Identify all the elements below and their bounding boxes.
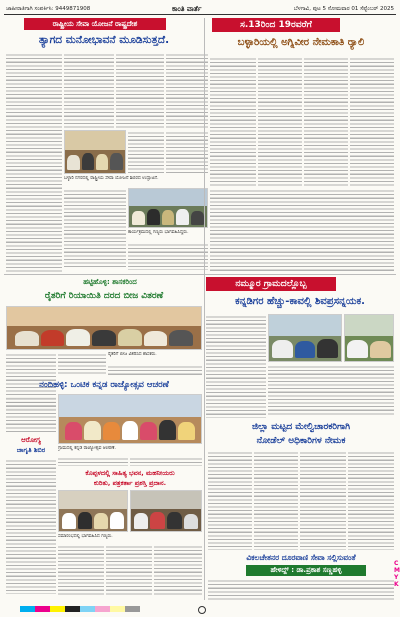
masthead-logo: ಕಾಂತಿ ವಾರ್ತೆ [172, 5, 202, 13]
article1-text-col5 [128, 130, 164, 174]
article5-text-col1 [6, 396, 56, 432]
masthead [4, 3, 396, 15]
article8-photo-2 [130, 490, 202, 532]
registration-mark [198, 606, 206, 614]
article1-photo [64, 130, 126, 174]
article1-text-col7 [64, 188, 126, 268]
article8-headline-1: ಕೊಪ್ಪಳದಲ್ಲಿ ಸಾಹಿತ್ಯ ಭವನ, ಮಹನೀಯರು [85, 469, 175, 477]
article8-text-col1 [58, 544, 104, 596]
article8-photo-1 [58, 490, 128, 532]
article4-text-col1 [206, 314, 266, 418]
article2-headline: ಬಳ್ಳಾರಿಯಲ್ಲಿ ಅಗ್ನಿವೀರ ನೇಮಕಾತಿ ರ್‍ಯಾಲಿ [237, 37, 365, 48]
article2-banner: ಸ.13ರಿಂದ 19ರವರೆಗೆ [212, 18, 340, 32]
article3-kicker: ಹಟ್ಟಿಹೊಳ್ಳಿ: ಶಾಸಕರಿಂದ [83, 278, 137, 286]
article1-banner: ರಾಷ್ಟ್ರೀಯ ಸೇವಾ ಯೋಜನೆ ರಾಷ್ಟ್ರದೇಶ [24, 18, 166, 30]
article6-text-col1 [208, 450, 252, 550]
article6-text-col2 [254, 450, 298, 550]
article4-headline: ಕನ್ನಡಿಗರ ಹೆಚ್ಚು-ಕಾವಲ್ಲಿ ಶಿವಪ್ರಸನ್ನಯಕ. [235, 296, 365, 307]
article3-headline: ರೈತರಿಗೆ ರಿಯಾಯಿತಿ ದರದ ಬೀಜ ವಿತರಣೆ [44, 291, 164, 301]
article4-photo-1 [268, 314, 342, 362]
article6-text-col4 [348, 450, 394, 550]
article3-caption: ರೈತರಿಗೆ ಬೀಜ ವಿತರಿಸಿದ ಶಾಸಕರು. [108, 352, 157, 357]
article6-headline-2: ನೋಡೆಲ್ ಅಧಿಕಾರಿಗಳ ನೇಮಕ [256, 436, 346, 446]
article7-title-2: ಜಾಗೃತಿ ಶಿಬಿರ [16, 446, 46, 454]
article5-caption: ಗ್ರಾಮದಲ್ಲಿ ಕನ್ನಡ ರಾಜ್ಯೋತ್ಸವ ಆಚರಣೆ. [58, 446, 116, 451]
article6-text-col3 [300, 450, 346, 550]
article2-text-col1 [210, 56, 256, 186]
article2-text-col2 [258, 56, 302, 186]
article9-headline: ವಿಕಲಚೇತನರ ದೂರವಾಣಿ ಸೇವಾ ಸಲ್ಲಿಸುವಂತೆ [246, 553, 356, 562]
masthead-date: ಬೆಳಗಾವಿ, ಪುಟ 5 ಸೋಮವಾರ 01 ಸೆಪ್ಟೆಂಬರ್ 2025 [293, 6, 394, 12]
article2-caption: ಕಾರ್ಯಕ್ರಮದಲ್ಲಿ ಗಣ್ಯರು ಭಾಗವಹಿಸಿದ್ದರು. [128, 230, 189, 235]
article2-text-col6 [210, 188, 394, 272]
print-colorbar [20, 606, 140, 612]
column-rule [204, 18, 205, 600]
article1-text-col6 [166, 130, 208, 174]
article2-text-col5 [128, 242, 208, 270]
article5-text-col3 [130, 456, 202, 466]
article2-text-col4 [350, 56, 394, 186]
article8-text-col2 [106, 544, 152, 596]
article9-text [208, 578, 394, 600]
article8-caption: ಸಮಾರಂಭದಲ್ಲಿ ಭಾಗವಹಿಸಿದ ಗಣ್ಯರು. [58, 534, 113, 539]
article9-byline: ಹೇಳಿದ್ದ್ : ಡಾ.ಪ್ರಕಾಶ ಸಣ್ಣಹಳ್ಳಿ [246, 565, 366, 576]
article5-text-col2 [58, 456, 128, 466]
article1-text-col4 [166, 52, 208, 128]
side-print-letters: C M Y K [394, 560, 400, 588]
article4-photo-2 [344, 314, 394, 362]
article3-text-col2 [58, 352, 106, 376]
article8-headline-2: ಕುರಿತು, ಪತ್ರಕರ್ತಾ ಪ್ರಶಸ್ತಿ ಪ್ರದಾನ. [93, 479, 167, 487]
article7-title-1: ಆರೋಗ್ಯ [21, 436, 41, 444]
article1-text-col3 [116, 52, 164, 128]
article2-photo [128, 188, 208, 228]
article5-photo [58, 394, 202, 444]
article1-text-col1 [6, 52, 62, 272]
masthead-contact: ಜಾಹೀರಾತಿಗಾಗಿ ಸಂಪರ್ಕಿಸಿ: 9449871908 [6, 6, 91, 12]
article8-text-col3 [154, 544, 202, 596]
article3-text-col3 [108, 364, 202, 376]
article6-headline-1: ಜಿಲ್ಲಾ ಮಟ್ಟದ ಮೇಲ್ವಿಚಾರಕರಿಗಾಗಿ [251, 422, 350, 432]
article5-headline: ನಂದಿಹಳ್ಳಿ: ಒಂಟಿಕ ಕನ್ನಡ ರಾಜ್ಯೋತ್ಸವ ಆಚರಣೆ [39, 380, 169, 390]
section-divider-1 [4, 274, 396, 275]
article4-text-col2 [268, 364, 394, 416]
article7-text [6, 458, 56, 594]
article1-caption: ಬಳ್ಳಾರಿ ನಗರದಲ್ಲಿ ರಾಷ್ಟ್ರೀಯ ಸೇವಾ ಯೋಜನೆ ಶಿಬಿರದ ಉದ್ಘಾಟನೆ. [64, 176, 159, 181]
article2-text-col3 [304, 56, 348, 186]
article4-banner: ನಮ್ಮೂರ ಗ್ರಾಮದಲ್ಲೊಬ್ಬ [206, 277, 336, 291]
article1-text-col2 [64, 52, 114, 128]
article1-headline: ತ್ಯಾಗದ ಮನೋಭಾವನೆ ಮೂಡಿಸುತ್ತದೆ. [38, 34, 170, 46]
article3-photo [6, 306, 202, 350]
